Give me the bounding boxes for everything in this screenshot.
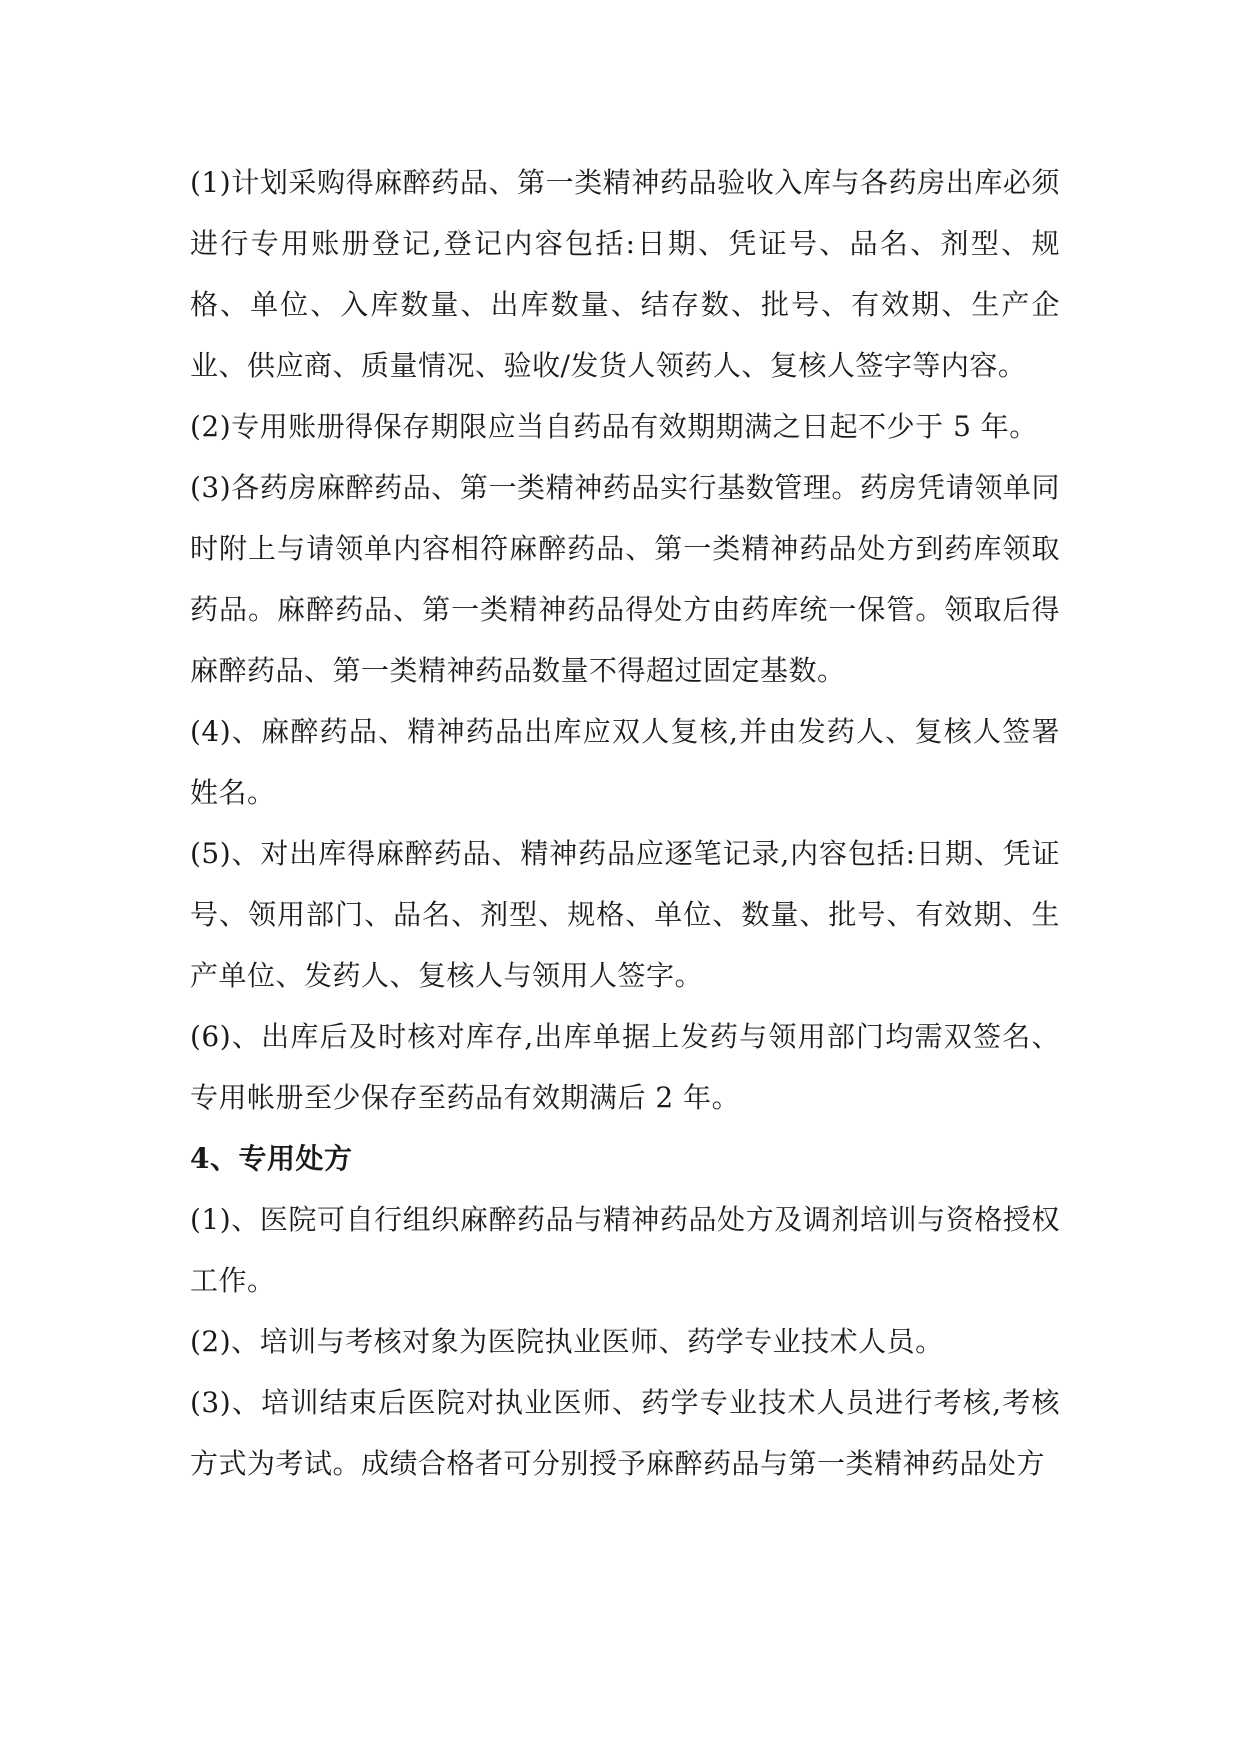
paragraph-6: (6)、出库后及时核对库存,出库单据上发药与领用部门均需双签名、专用帐册至少保存至药品有效期满后 2 年。 bbox=[190, 1020, 1060, 1114]
section-paragraph-2: (2)、培训与考核对象为医院执业医师、药学专业技术人员。 bbox=[190, 1325, 944, 1358]
section-heading: 4、专用处方 bbox=[190, 1142, 353, 1175]
paragraph-1: (1)计划采购得麻醉药品、第一类精神药品验收入库与各药房出库必须进行专用账册登记,登记内容包括:日期、凭证号、品名、剂型、规格、单位、入库数量、出库数量、结存数、批号、有效期、生产企业、供应商、质量情况、验收/发货人领药人、复核人签字等内容。 bbox=[190, 166, 1060, 382]
paragraph-2: (2)专用账册得保存期限应当自药品有效期期满之日起不少于 5 年。 bbox=[190, 410, 1038, 443]
section-paragraph-3: (3)、培训结束后医院对执业医师、药学专业技术人员进行考核,考核方式为考试。成绩合格者可分别授予麻醉药品与第一类精神药品处方 bbox=[190, 1386, 1060, 1480]
document-page bbox=[190, 152, 1060, 1494]
paragraph-5: (5)、对出库得麻醉药品、精神药品应逐笔记录,内容包括:日期、凭证号、领用部门、品名、剂型、规格、单位、数量、批号、有效期、生产单位、发药人、复核人与领用人签字。 bbox=[190, 837, 1060, 992]
paragraph-4: (4)、麻醉药品、精神药品出库应双人复核,并由发药人、复核人签署姓名。 bbox=[190, 715, 1060, 809]
paragraph-3: (3)各药房麻醉药品、第一类精神药品实行基数管理。药房凭请领单同时附上与请领单内容相符麻醉药品、第一类精神药品处方到药库领取药品。麻醉药品、第一类精神药品得处方由药库统一保管。领取后得麻醉药品、第一类精神药品数量不得超过固定基数。 bbox=[190, 471, 1060, 687]
section-paragraph-1: (1)、医院可自行组织麻醉药品与精神药品处方及调剂培训与资格授权工作。 bbox=[190, 1203, 1060, 1297]
